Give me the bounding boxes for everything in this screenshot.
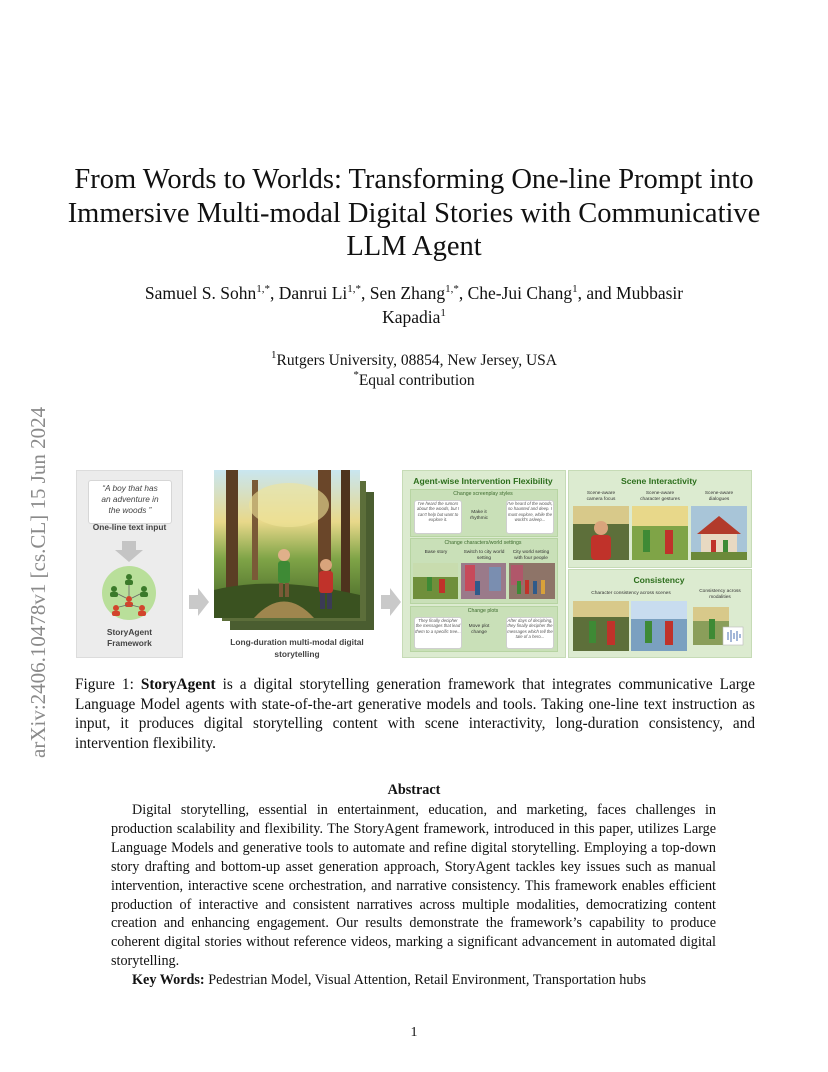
right-arrow-icon — [381, 588, 401, 616]
screenplay-label: Change screenplay styles — [453, 491, 513, 497]
storytelling-label-line: Long-duration multi-modal digital — [230, 637, 364, 647]
title-line: LLM Agent — [346, 231, 482, 262]
scene-label-line: Scene-aware — [645, 491, 675, 496]
arxiv-identifier — [23, 290, 53, 760]
scene-label-line: character gestures — [640, 497, 680, 502]
equal-marker: * — [353, 369, 359, 381]
author-name: Mubbasir — [616, 283, 684, 303]
scene-label-line: dialogues — [708, 497, 730, 502]
arxiv-identifier-text: arXiv:2406.10478v1 [cs.CL] 15 Jun 2024 — [26, 406, 50, 758]
characters-label: Change characters/world settings — [444, 540, 522, 546]
right-arrow-icon — [189, 588, 209, 616]
consistency-title: Consistency — [633, 575, 685, 585]
author-name: Kapadia — [382, 307, 441, 327]
consistency-left-label: Character consistency across scenes — [591, 591, 671, 596]
char-label: City world setting with four people — [512, 550, 550, 561]
author-affil: 1,* — [256, 283, 270, 295]
abstract-heading: Abstract — [387, 782, 441, 798]
storytelling-image-stack — [214, 470, 374, 630]
plot-after: After days of deciphing, they finally decipher the messages which tell the tale of a hero... — [506, 617, 554, 649]
prompt-line: the woods ” — [108, 505, 152, 515]
screenplay-before: I've heard the rumors about the woods, but I can't help but want to explore it. — [414, 500, 462, 534]
caption-text: is a digital storytelling generation framework that integrates communicative Large Language Model agents with state-of-the-art generative models and tools. Taking one-line text instruction as input, it produces digital storytelling content with scene interactivity, long-duration consistency, and intervention flexibility. — [75, 676, 755, 752]
affil-marker: 1 — [271, 349, 277, 361]
author-affil: 1 — [572, 283, 578, 295]
storytelling-label-line: storytelling — [274, 649, 320, 659]
framework-label-line: Framework — [107, 638, 152, 648]
plot-before: They finally decipher the messages that lead them to a specific tree... — [414, 617, 462, 649]
keywords-text: Pedestrian Model, Visual Attention, Retail Environment, Transportation hubs — [204, 972, 647, 989]
screenplay-action: Make it rhythmic — [469, 510, 489, 521]
prompt-bubble — [88, 480, 172, 524]
character-setting-thumbnails — [413, 563, 555, 599]
author-affil: 1 — [440, 307, 446, 319]
title-line: Immersive Multi-modal Digital Stories with Communicative — [67, 197, 761, 229]
framework-label — [76, 627, 183, 649]
scene-label — [572, 491, 630, 503]
scene-label-line: Scene-aware — [704, 491, 734, 496]
scene-label — [690, 491, 748, 503]
author-name: Sen Zhang — [369, 283, 446, 303]
storytelling-label — [214, 636, 380, 660]
scene-interactivity-title: Scene Interactivity — [621, 476, 697, 486]
prompt-line: an adventure in — [101, 494, 159, 504]
affil-text: Rutgers University, 08854, New Jersey, USA — [276, 352, 557, 369]
page-number: 1 — [410, 1025, 418, 1040]
author-name: Danrui Li — [278, 283, 348, 303]
paper-title — [60, 163, 768, 264]
author-affil: 1,* — [347, 283, 362, 295]
equal-text: Equal contribution — [358, 372, 475, 389]
title-line: From Words to Worlds: Transforming One-line Prompt into — [74, 164, 754, 195]
agent-network-icon — [101, 565, 157, 621]
scene-label-line: camera focus — [586, 497, 616, 502]
author-affil: 1,* — [445, 283, 459, 295]
author-conjunction: and — [586, 283, 612, 303]
char-label: Base story — [424, 550, 448, 555]
consistency-thumbnails — [573, 601, 747, 651]
figure-caption — [75, 675, 755, 753]
plot-action: Move plot change — [468, 624, 490, 635]
screenplay-after: I've heard of the woods, so haunted and deep. I must explore, while the world's asleep... — [506, 500, 554, 534]
plots-label: Change plots — [467, 608, 499, 614]
keywords-paragraph — [111, 971, 716, 990]
consistency-right-line: modalities — [709, 595, 731, 600]
abstract-paragraph: Digital storytelling, essential in entertainment, education, and marketing, faces challenges in production scalability and flexibility. The StoryAgent framework, introduced in this paper, utilizes Large Language Models and generative tools to automate and refine digital storytelling. Employing a top-down story drafting and bottom-up asset generation approach, StoryAgent tackles key issues such as manual intervention, interactive scene orchestration, and narrative consistency. This framework enables efficient production of interactive and consistent narratives across multiple modalities, democratizing content creation and enhancing engagement. Our results demonstrate the framework’s capability to produce coherent digital stories without reference videos, marking a significant advancement in automated digital storytelling. — [111, 802, 716, 970]
abstract-body — [111, 801, 716, 990]
caption-bold: StoryAgent — [140, 676, 216, 693]
scene-thumbnails — [573, 506, 747, 560]
author-list: Samuel S. Sohn$^{1,*}$, Danrui $Li^{1,*}$, Sen Zhang$^{1,*}$, Che-Jui Chang$^1$, and Mubbasir Kapadia$^1$ — [144, 283, 684, 327]
consistency-right-line: Consistency across — [699, 589, 741, 594]
input-label: One-line text input — [92, 522, 167, 532]
author-name: Che-Jui Chang — [467, 283, 573, 303]
down-arrow-icon — [114, 541, 144, 563]
scene-label — [631, 491, 689, 503]
keywords-label: Key Words: — [132, 972, 205, 989]
affiliations — [60, 351, 768, 391]
intervention-title: Agent-wise Intervention Flexibility — [413, 476, 553, 486]
consistency-right-label — [692, 589, 748, 601]
framework-label-line: StoryAgent — [106, 627, 153, 637]
caption-prefix: Figure 1: — [75, 676, 141, 693]
prompt-line: “A boy that has — [102, 483, 158, 493]
char-label: Switch to city world setting — [463, 550, 505, 561]
author-name: Samuel S. Sohn — [144, 283, 257, 303]
scene-label-line: Scene-aware — [586, 491, 616, 496]
